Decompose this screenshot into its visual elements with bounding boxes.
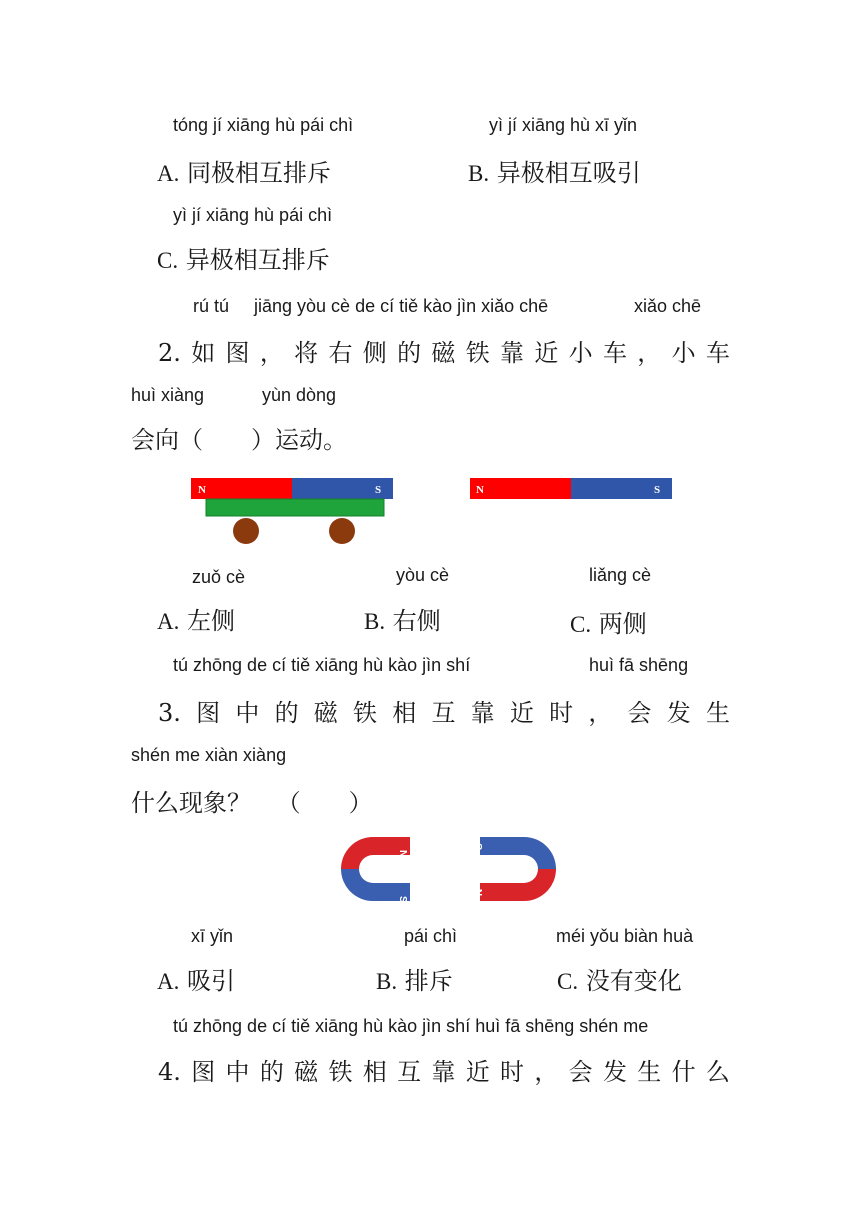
cart-magnet <box>191 478 393 499</box>
north-half <box>480 869 556 901</box>
stem-char: 磁 <box>294 1058 319 1086</box>
stem-char: 时 <box>549 699 574 727</box>
option-text: 两侧 <box>598 610 647 638</box>
stem-char: 生 <box>637 1058 662 1086</box>
stem-char: ， <box>534 1058 559 1086</box>
north-label: N <box>476 484 484 496</box>
stem-char: 磁 <box>431 339 456 367</box>
option-text: 左侧 <box>187 607 236 635</box>
stem-char: 发 <box>602 1058 627 1086</box>
stem-char: 的 <box>397 339 422 367</box>
stem-char: 的 <box>274 699 299 727</box>
stem-char: 时 <box>500 1058 525 1086</box>
q2-pinyin-5: yùn dòng <box>262 385 337 405</box>
q2-stem-line2: 会向（ ）运动。 <box>131 426 347 454</box>
cart-body <box>206 499 384 516</box>
north-label: N <box>198 484 206 496</box>
q1-option-a-pinyin: tóng jí xiāng hù pái chì <box>173 115 354 135</box>
south-label: S <box>375 484 382 496</box>
option-letter: B. <box>468 161 490 186</box>
stem-char: 互 <box>397 1058 422 1086</box>
stem-char: 中 <box>235 699 260 727</box>
q3-stem-line2 <box>131 791 373 815</box>
north-pole <box>191 478 292 499</box>
q1-option-c[interactable] <box>157 248 330 272</box>
q2-option-b-pinyin: yòu cè <box>396 565 450 585</box>
option-letter: C. <box>570 612 592 637</box>
q2-option-a[interactable] <box>157 609 235 633</box>
stem-char: 铁 <box>465 339 490 367</box>
north-label: N <box>397 850 408 858</box>
stem-char: 磁 <box>313 699 338 727</box>
option-letter: C. <box>557 969 579 994</box>
stem-char: 什 <box>671 1058 696 1086</box>
option-letter: A. <box>157 609 180 634</box>
q3-figure <box>320 826 570 910</box>
stem-char: 近 <box>509 699 534 727</box>
q3-option-a[interactable] <box>157 969 235 993</box>
option-letter: A. <box>157 969 180 994</box>
north-label: N <box>474 888 485 896</box>
q3-stem-line1 <box>158 701 730 725</box>
answer-blank[interactable]: （ ） <box>276 789 373 817</box>
south-label: S <box>397 896 408 903</box>
q2-pinyin-1: rú tú <box>193 296 230 316</box>
option-letter: B. <box>376 969 398 994</box>
stem-char: ， <box>637 339 662 367</box>
left-horseshoe-magnet <box>341 837 410 903</box>
stem-char: 的 <box>259 1058 284 1086</box>
q3-pinyin-3: shén me xiàn xiàng <box>131 745 287 765</box>
south-label: S <box>474 843 485 850</box>
stem-char: 铁 <box>328 1058 353 1086</box>
q1-option-b[interactable] <box>468 161 641 185</box>
stem-char: 图 <box>196 699 221 727</box>
q1-option-a[interactable] <box>157 161 331 185</box>
stem-char: 会 <box>568 1058 593 1086</box>
q3-pinyin-2: huì fā shēng <box>589 655 689 675</box>
stem-char: ， <box>259 339 284 367</box>
stem-char: 么 <box>705 1058 730 1086</box>
stem-char: 右 <box>328 339 353 367</box>
option-text: 异极相互吸引 <box>496 159 641 187</box>
right-horseshoe-magnet <box>474 837 556 901</box>
stem-char: 会 <box>627 699 652 727</box>
stem-char: 靠 <box>431 1058 456 1086</box>
q2-stem-line1 <box>158 341 730 365</box>
stem-char: 车 <box>602 339 627 367</box>
option-letter: C. <box>157 248 179 273</box>
option-text: 没有变化 <box>585 967 682 995</box>
option-text: 右侧 <box>392 607 441 635</box>
q3-option-c-pinyin: méi yǒu biàn huà <box>556 926 694 946</box>
question-number: 2. <box>158 339 181 367</box>
stem-char: 小 <box>671 339 696 367</box>
stem-char: 铁 <box>353 699 377 727</box>
option-text: 吸引 <box>187 967 236 995</box>
cart-wheel <box>329 518 355 544</box>
question-number: 4. <box>158 1058 181 1086</box>
stem-char: 靠 <box>500 339 525 367</box>
cart-wheel <box>233 518 259 544</box>
south-label: S <box>654 484 661 496</box>
north-pole <box>470 478 571 499</box>
stem-char: 相 <box>362 1058 387 1086</box>
stem-char: 侧 <box>362 339 387 367</box>
q1-option-b-pinyin: yì jí xiāng hù xī yǐn <box>489 115 638 135</box>
stem-char: 如 <box>191 339 216 367</box>
stem-text: 什么现象？ <box>131 789 251 817</box>
stem-char: 将 <box>294 339 319 367</box>
q3-option-b-pinyin: pái chì <box>404 926 458 946</box>
q2-option-a-pinyin: zuǒ cè <box>192 567 246 587</box>
stem-char: 图 <box>191 1058 216 1086</box>
q4-pinyin-1: tú zhōng de cí tiě xiāng hù kào jìn shí huì fā shēng shén me <box>173 1016 649 1036</box>
q2-option-c-pinyin: liǎng cè <box>589 565 652 585</box>
option-letter: B. <box>364 609 386 634</box>
stem-char: ， <box>588 699 613 727</box>
q3-option-b[interactable] <box>376 969 453 993</box>
q4-stem-line1 <box>158 1060 730 1084</box>
q2-option-b[interactable] <box>364 609 441 633</box>
option-text: 异极相互排斥 <box>185 246 330 274</box>
stem-char: 生 <box>705 699 730 727</box>
q2-pinyin-3: xiǎo chē <box>634 296 702 316</box>
stem-char: 靠 <box>470 699 495 727</box>
option-text: 排斥 <box>404 967 453 995</box>
q3-option-a-pinyin: xī yǐn <box>191 926 234 946</box>
option-letter: A. <box>157 161 180 186</box>
question-number: 3. <box>158 699 181 727</box>
q1-option-c-pinyin: yì jí xiāng hù pái chì <box>173 205 333 225</box>
q3-pinyin-1: tú zhōng de cí tiě xiāng hù kào jìn shí <box>173 655 471 675</box>
stem-char: 中 <box>225 1058 250 1086</box>
free-magnet[interactable] <box>470 478 672 499</box>
stem-char: 小 <box>568 339 593 367</box>
stem-char: 图 <box>225 339 250 367</box>
stem-char: 近 <box>534 339 559 367</box>
south-half <box>480 837 556 869</box>
q2-figure <box>185 470 685 550</box>
q2-option-c[interactable] <box>570 612 647 636</box>
option-text: 同极相互排斥 <box>187 159 332 187</box>
q3-option-c[interactable] <box>557 969 682 993</box>
stem-char: 互 <box>431 699 456 727</box>
stem-char: 车 <box>705 339 730 367</box>
cart <box>206 499 384 544</box>
stem-char: 近 <box>465 1058 490 1086</box>
q2-pinyin-4: huì xiàng <box>131 385 205 405</box>
stem-char: 相 <box>392 699 417 727</box>
q2-pinyin-2: jiāng yòu cè de cí tiě kào jìn xiǎo chē <box>254 296 549 316</box>
stem-char: 发 <box>666 699 691 727</box>
